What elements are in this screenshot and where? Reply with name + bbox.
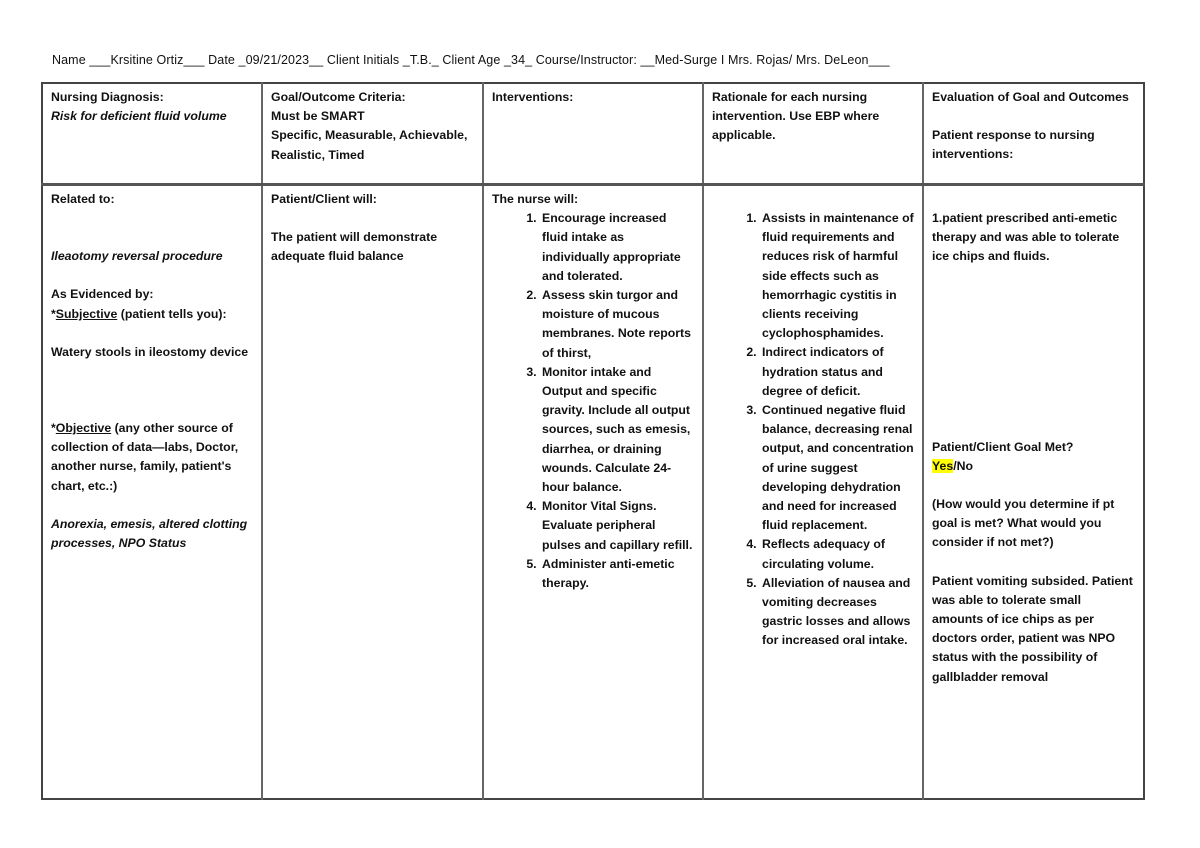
goal-met-question: Patient/Client Goal Met? xyxy=(932,439,1074,454)
header-trail: ___ xyxy=(868,53,890,67)
patient-response-text: Patient vomiting subsided. Patient was able to tolerate small amounts of ice chips as per doctors order, patient was NPO status with the possibility of gallbladder removal xyxy=(932,573,1133,684)
initials-value: T.B. xyxy=(409,53,432,67)
date-value: 09/21/2023 xyxy=(245,53,310,67)
date-label: ___ Date _ xyxy=(183,53,246,67)
goal-met-answer xyxy=(932,457,1135,476)
rationale-list xyxy=(712,209,914,651)
course-value: Med-Surge I Mrs. Rojas/ Mrs. DeLeon xyxy=(654,53,869,67)
subjective-value: Watery stools in ileostomy device xyxy=(51,344,249,359)
goal-body-cell xyxy=(262,185,483,800)
related-to-label: Related to: xyxy=(51,192,115,206)
rationale-body-cell xyxy=(703,185,923,800)
header-line xyxy=(52,53,890,67)
evidenced-by-label: As Evidenced by: xyxy=(51,287,154,302)
name-value: Krsitine Ortiz xyxy=(110,53,184,67)
interventions-header-cell xyxy=(483,83,703,185)
smart-line: Must be SMART xyxy=(271,109,365,124)
diagnosis-value: Risk for deficient fluid volume xyxy=(51,109,227,124)
objective-label: *Objective (any other source of collection of data—labs, Doctor, another nurse, family, patient's chart, etc.:) xyxy=(51,421,239,493)
diagnosis-body-cell xyxy=(42,185,262,800)
interventions-body-cell xyxy=(483,185,703,800)
goal-statement: The patient will demonstrate adequate fluid balance xyxy=(271,230,438,264)
subjective-word: Subjective xyxy=(55,306,118,321)
yes-highlight: Yes xyxy=(932,458,954,473)
evaluation-heading: Evaluation of Goal and Outcomes xyxy=(932,90,1129,104)
objective-value: Anorexia, emesis, altered clotting processes, NPO Status xyxy=(51,516,248,551)
evaluation-body-cell xyxy=(923,185,1144,800)
patient-will-label: Patient/Client will: xyxy=(271,192,377,206)
list-item: 5. Administer anti-emetic therapy. xyxy=(540,555,694,593)
initials-label: __ Client Initials _ xyxy=(309,53,410,67)
interventions-heading: Interventions: xyxy=(492,90,574,104)
list-item: 1. Encourage increased fluid intake as individually appropriate and tolerated. xyxy=(540,209,694,286)
table-body-row xyxy=(42,185,1144,800)
diagnosis-header-cell xyxy=(42,83,262,185)
objective-word: Objective xyxy=(55,421,112,436)
list-item: 3. Monitor intake and Output and specific gravity. Include all output sources, such as emesis, diarrhea, or draining wounds. Calculate 24-hour balance. xyxy=(540,363,694,497)
nurse-will-label: The nurse will: xyxy=(492,192,579,206)
goal-header-cell xyxy=(262,83,483,185)
name-label: Name ___ xyxy=(52,53,111,67)
subjective-label: *Subjective (patient tells you): xyxy=(51,306,227,321)
related-to-value: Ileaotomy reversal procedure xyxy=(51,249,223,264)
table-header-row xyxy=(42,83,1144,185)
evaluation-header-cell xyxy=(923,83,1144,185)
rationale-heading: Rationale for each nursing intervention. Use EBP where applicable. xyxy=(712,90,880,143)
list-item: 3. Continued negative fluid balance, decreasing renal output, and concentration of urine suggest developing dehydration and need for increased fluid replacement. xyxy=(760,401,914,535)
list-item: 2. Indirect indicators of hydration status and degree of deficit. xyxy=(760,343,914,401)
smart-description: Specific, Measurable, Achievable, Realistic, Timed xyxy=(271,128,468,162)
list-item: 4. Reflects adequacy of circulating volume. xyxy=(760,535,914,573)
age-value: 34 xyxy=(511,53,526,67)
course-label: _ Course/Instructor: __ xyxy=(525,53,655,67)
determine-question: (How would you determine if pt goal is met? What would you consider if not met?) xyxy=(932,497,1115,550)
list-item: 1. Assists in maintenance of fluid requirements and reduces risk of harmful side effects such as hemorrhagic cystitis in clients receiving cyclophosphamides. xyxy=(760,209,914,343)
interventions-list xyxy=(492,209,694,593)
diagnosis-heading: Nursing Diagnosis: xyxy=(51,90,164,104)
evaluation-item-1: 1.patient prescribed anti-emetic therapy and was able to tolerate ice chips and fluids. xyxy=(932,211,1120,264)
no-option: /No xyxy=(953,458,974,473)
list-item: 4. Monitor Vital Signs. Evaluate peripheral pulses and capillary refill. xyxy=(540,497,694,555)
list-item: 5. Alleviation of nausea and vomiting decreases gastric losses and allows for increased oral intake. xyxy=(760,574,914,651)
goal-heading: Goal/Outcome Criteria: xyxy=(271,90,406,104)
patient-response-heading: Patient response to nursing interventions: xyxy=(932,128,1095,162)
list-item: 2. Assess skin turgor and moisture of mucous membranes. Note reports of thirst, xyxy=(540,286,694,363)
age-label: _ Client Age _ xyxy=(431,53,512,67)
care-plan-table xyxy=(41,82,1145,800)
rationale-header-cell xyxy=(703,83,923,185)
